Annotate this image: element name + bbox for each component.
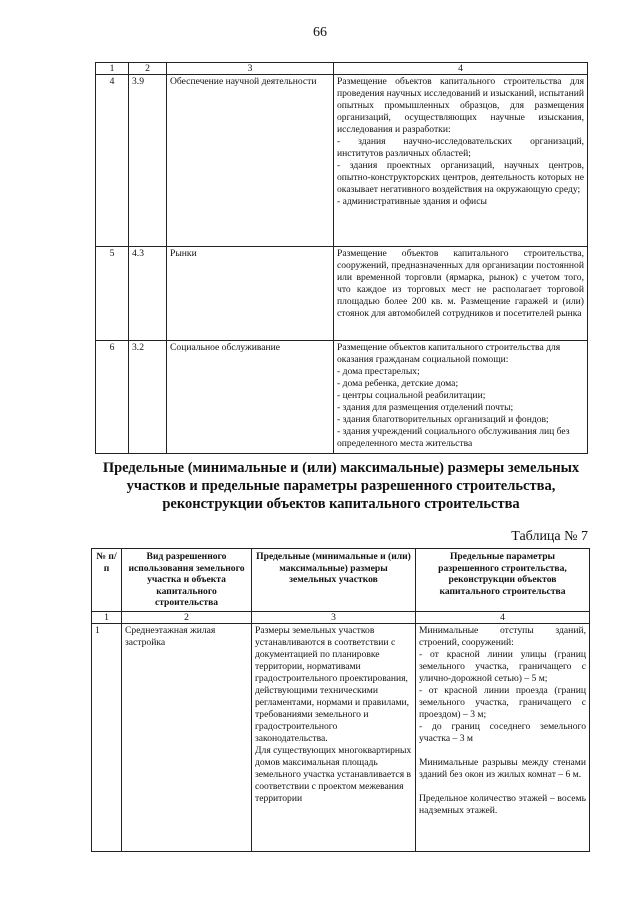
use-name: Среднеэтажная жилая застройка — [122, 623, 252, 851]
description-line: - здания научно-исследовательских организаций, институтов различных областей; — [337, 136, 584, 159]
col-number: 1 — [96, 63, 129, 75]
row-number: 5 — [96, 247, 129, 341]
header-cell: Предельные параметры разрешенного строительства, реконструкции объектов капитального строительства — [416, 549, 590, 612]
table-label: Таблица № 7 — [511, 529, 588, 544]
description-line: - здания учреждений социального обслуживания лиц без определенного места жительства — [337, 426, 570, 449]
description-line: - дома престарелых; — [337, 366, 420, 377]
description-line: - центры социальной реабилитации; — [337, 390, 486, 401]
parameter-line: Минимальные отступы зданий, строений, сооружений: — [419, 624, 586, 648]
section-title: Предельные (минимальные и (или) максимальные) размеры земельных участков и предельные параметры разрешенного строительства, реконструкции объектов капитального строительства — [102, 460, 580, 512]
description-line: - здания благотворительных организаций и фондов; — [337, 414, 549, 425]
parameter-line: - от красной линии проезда (границ земельного участка, граничащего с проездом) – 3 м; — [419, 684, 586, 720]
use-name: Социальное обслуживание — [167, 341, 334, 454]
description-line: Размещение объектов капитального строительства, сооружений, предназначенных для организации постоянной или временной торговли (ярмарка, рынок) с учетом того, что каждое из торговых мест не располагает торговой площадью более 200 кв. м. Размещение гаражей и (или) стоянок для автомобилей сотрудников и посетителей рынка — [337, 248, 584, 319]
use-description — [334, 341, 588, 454]
plot-size-text: Размеры земельных участков устанавливаются в соответствии с документацией по планировке территории, нормативами градостроительного проектирования, действующими техническими регламентами, нормами и правилами, требованиями земельного и градостроительного законодательства. — [255, 624, 410, 744]
plot-size-limits — [252, 623, 416, 851]
row-number: 1 — [92, 623, 122, 851]
description-line: - здания проектных организаций, научных центров, опытно-конструкторских центров, деятельность которых не оказывает негативного воздействия на окружающую среду; — [337, 160, 584, 195]
use-code: 3.9 — [129, 75, 167, 247]
col-number: 1 — [92, 611, 122, 623]
col-number: 2 — [122, 611, 252, 623]
header-cell: № п/п — [92, 549, 122, 612]
use-name: Рынки — [167, 247, 334, 341]
col-number: 2 — [129, 63, 167, 75]
header-cell: Вид разрешенного использования земельного участка и объекта капитального строительства — [122, 549, 252, 612]
use-code: 4.3 — [129, 247, 167, 341]
col-number: 4 — [334, 63, 588, 75]
parameter-line: - от красной линии улицы (границ земельного участка, граничащего с улично-дорожной сетью) – 5 м; — [419, 648, 586, 684]
use-name: Обеспечение научной деятельности — [167, 75, 334, 247]
parameters-table — [91, 548, 590, 852]
column-number-row — [96, 63, 588, 75]
description-line: - административные здания и офисы — [337, 196, 487, 207]
table-row — [92, 623, 590, 851]
description-line: Размещение объектов капитального строительства для проведения научных исследований и изысканий, испытаний опытных промышленных образцов, для размещения организаций, осуществляющих научные изыскания, исследования и разработки: — [337, 76, 584, 135]
page-number: 66 — [313, 25, 327, 40]
column-number-row — [92, 611, 590, 623]
col-number: 3 — [167, 63, 334, 75]
plot-size-text: Для существующих многоквартирных домов максимальная площадь земельного участка устанавливается в соответствии с проектом межевания территории — [255, 744, 412, 804]
description-line: - здания для размещения отделений почты; — [337, 402, 514, 413]
parameter-line: Минимальные разрывы между стенами зданий без окон из жилых комнат – 6 м. — [419, 756, 586, 780]
row-number: 4 — [96, 75, 129, 247]
description-line: Размещение объектов капитального строительства для оказания гражданам социальной помощи: — [337, 342, 561, 365]
use-code: 3.2 — [129, 341, 167, 454]
use-description — [334, 75, 588, 247]
col-number: 3 — [252, 611, 416, 623]
table-row — [96, 75, 588, 247]
row-number: 6 — [96, 341, 129, 454]
permitted-use-table-continued — [95, 62, 588, 454]
col-number: 4 — [416, 611, 590, 623]
header-cell: Предельные (минимальные и (или) максимальные) размеры земельных участков — [252, 549, 416, 612]
use-description — [334, 247, 588, 341]
construction-parameters — [416, 623, 590, 851]
table-row — [96, 341, 588, 454]
table-row — [96, 247, 588, 341]
parameter-line: - до границ соседнего земельного участка – 3 м — [419, 720, 586, 744]
parameter-line: Предельное количество этажей – восемь надземных этажей. — [419, 792, 586, 816]
table-header-row — [92, 549, 590, 612]
description-line: - дома ребенка, детские дома; — [337, 378, 459, 389]
